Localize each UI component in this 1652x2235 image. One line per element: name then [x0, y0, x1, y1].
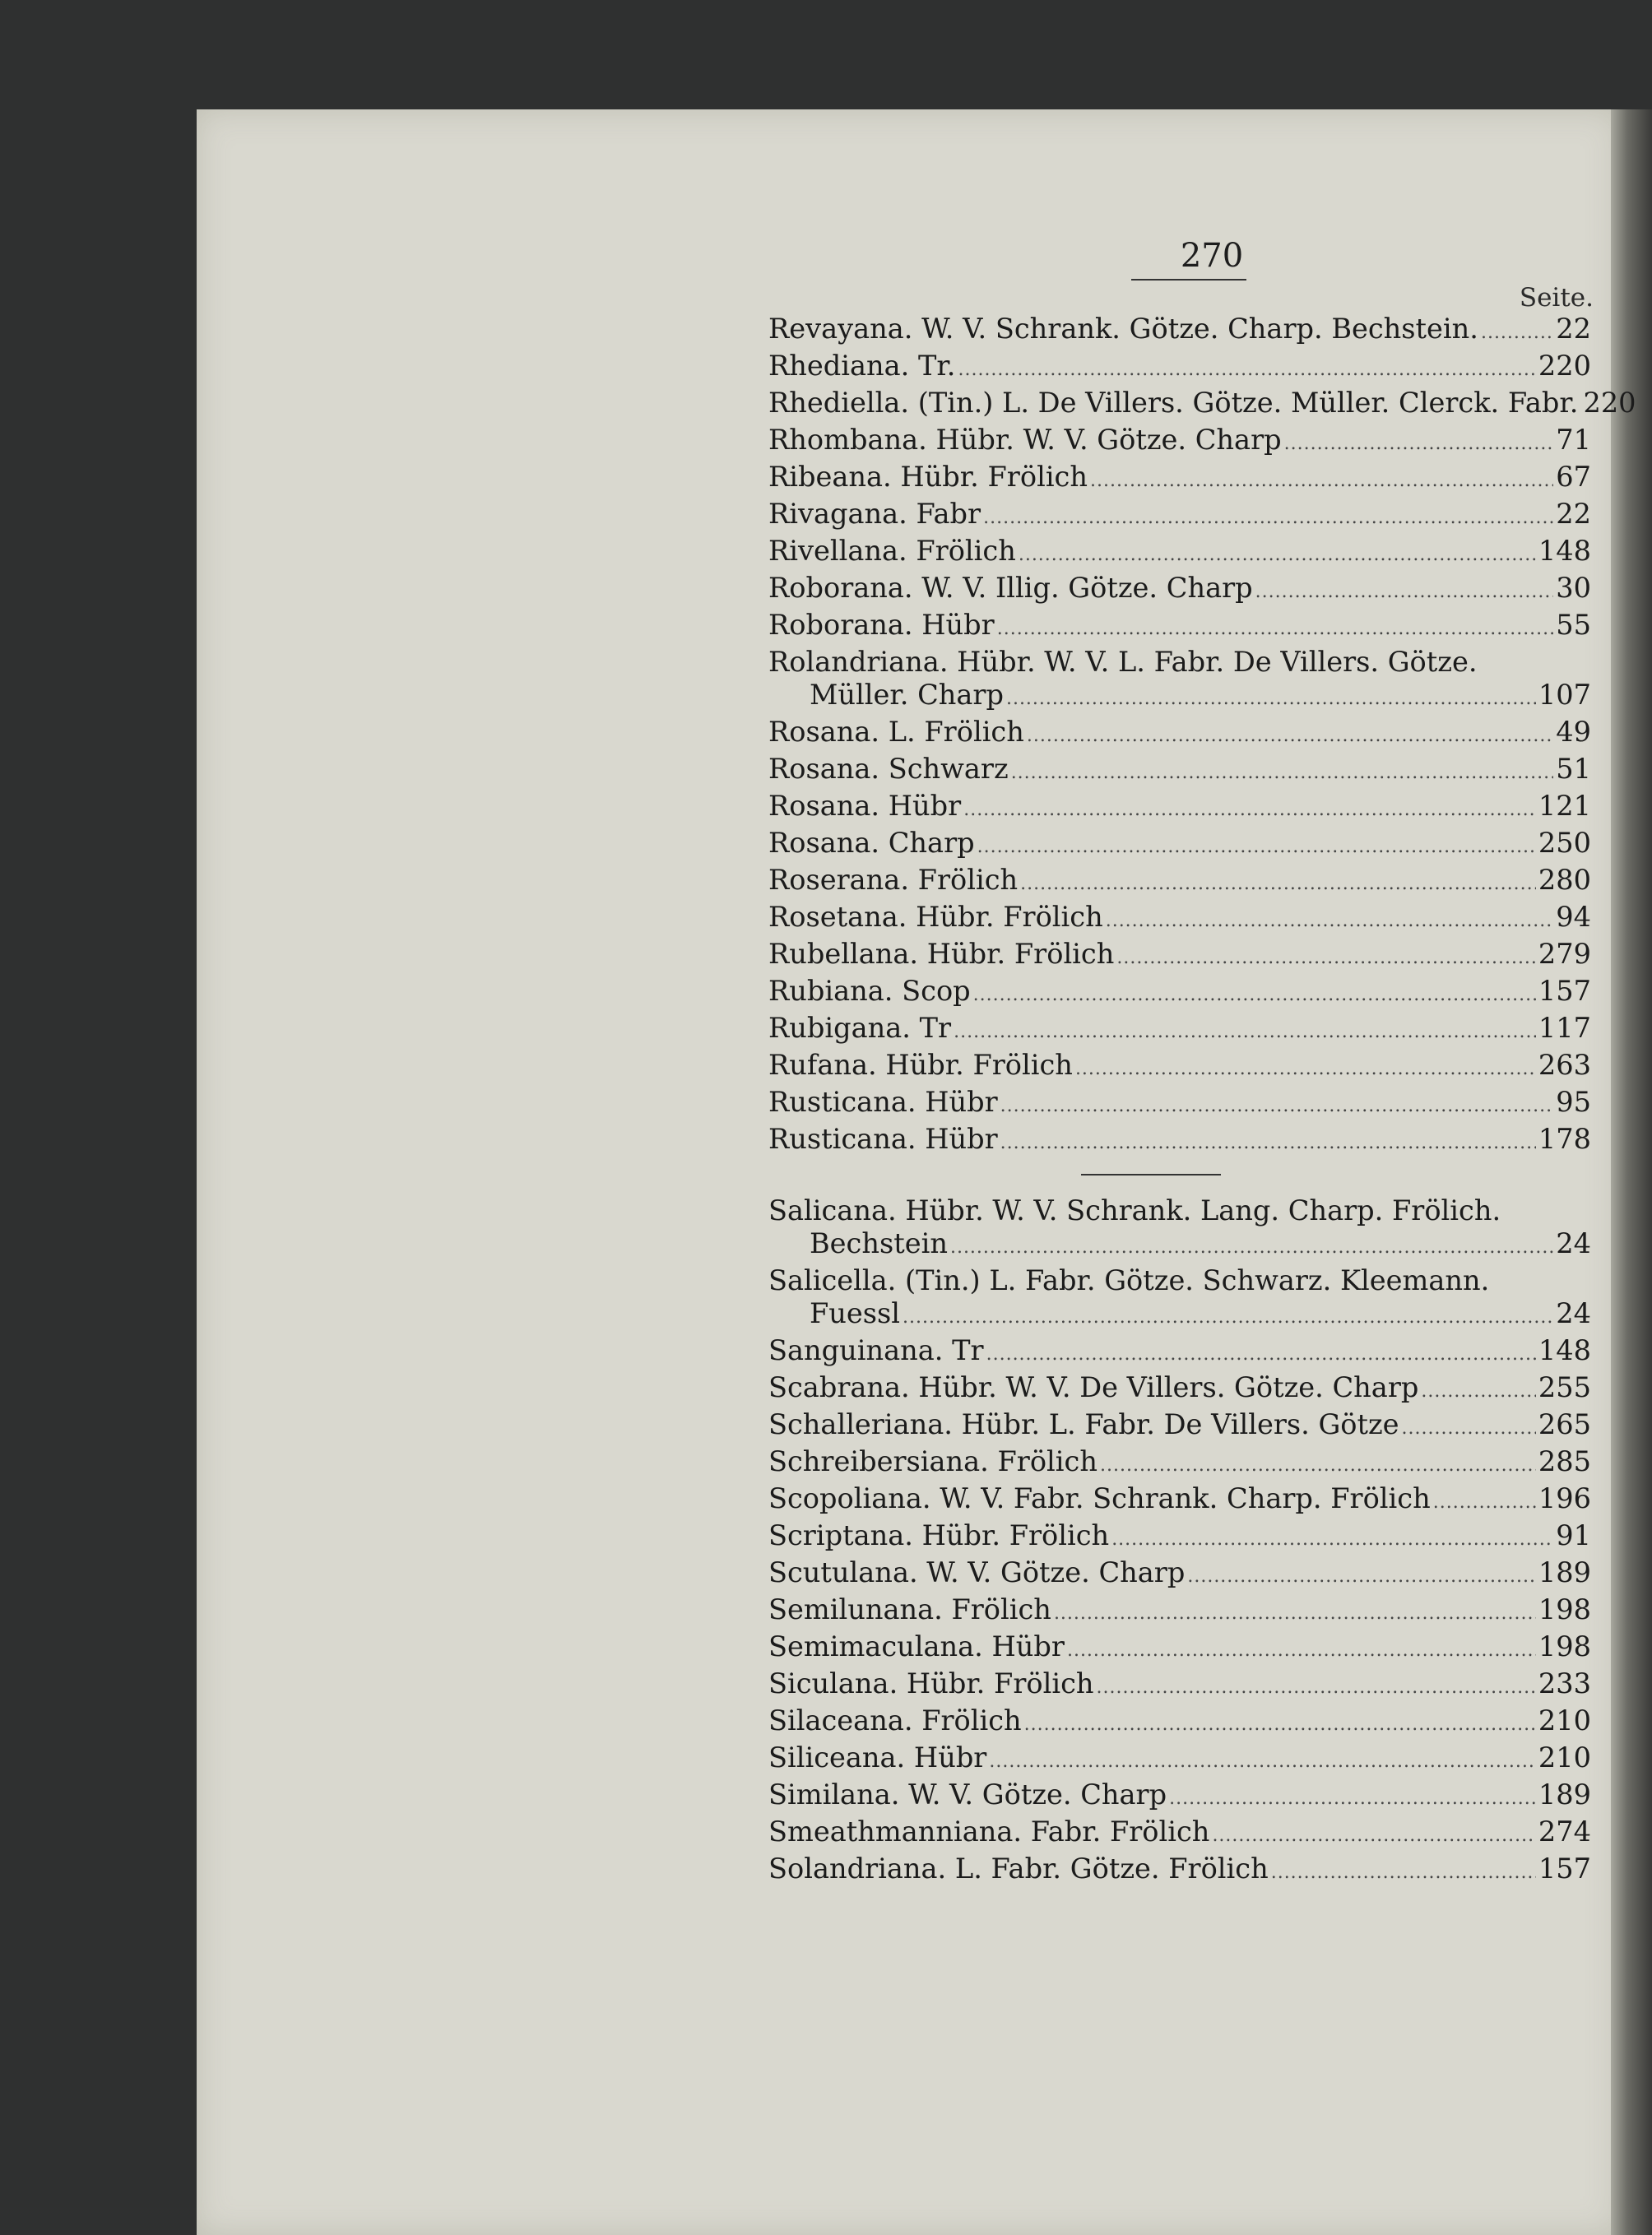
leader-dots — [958, 354, 1535, 387]
leader-dots — [1011, 757, 1554, 790]
entry-page: 24 — [1556, 1227, 1591, 1259]
leader-dots — [1271, 1857, 1536, 1890]
leader-dots — [1097, 1672, 1536, 1704]
index-entry — [768, 1123, 1591, 1160]
entry-page: 22 — [1556, 498, 1591, 530]
leader-dots — [1116, 942, 1536, 975]
entry-name: Silaceana. Frölich — [768, 1704, 1022, 1737]
entry-name: Semilunana. Frölich — [768, 1593, 1051, 1625]
column-header: Seite. — [1519, 283, 1594, 313]
leader-dots — [1111, 1523, 1553, 1556]
entry-page: 67 — [1556, 461, 1591, 493]
index-entry — [768, 716, 1591, 753]
leader-dots — [1075, 1053, 1536, 1086]
leader-dots — [1090, 465, 1553, 498]
entry-page: 55 — [1556, 609, 1591, 641]
entry-page: 94 — [1556, 901, 1591, 933]
section-divider — [1081, 1174, 1221, 1175]
index-entry — [768, 975, 1591, 1012]
entry-page: 117 — [1538, 1012, 1591, 1044]
leader-dots — [973, 979, 1536, 1012]
entry-page: 280 — [1538, 864, 1591, 896]
leader-dots — [1212, 1820, 1535, 1852]
entry-page: 91 — [1556, 1519, 1591, 1551]
entry-name: Rhombana. Hübr. W. V. Götze. Charp — [768, 424, 1282, 456]
index-entry — [768, 1012, 1591, 1049]
leader-dots — [1006, 683, 1536, 716]
index-entry — [768, 1334, 1591, 1371]
index-entry — [768, 1297, 1591, 1334]
header-rule — [1131, 279, 1246, 281]
index-entry — [768, 753, 1591, 790]
entry-page: 24 — [1556, 1297, 1591, 1329]
index-entry — [768, 1778, 1591, 1815]
entry-name: Schalleriana. Hübr. L. Fabr. De Villers. Götze — [768, 1408, 1399, 1440]
entry-name: Rivagana. Fabr — [768, 498, 981, 530]
leader-dots — [1169, 1783, 1536, 1815]
index-entry — [768, 1227, 1591, 1264]
index-entry — [768, 461, 1591, 498]
index-entry — [768, 864, 1591, 901]
leader-dots — [1054, 1597, 1536, 1630]
entry-page: 178 — [1538, 1123, 1591, 1155]
entry-name: Rivellana. Frölich — [768, 535, 1016, 567]
index-entry — [768, 572, 1591, 609]
entry-name: Rosetana. Hübr. Frölich — [768, 901, 1103, 933]
leader-dots — [1019, 539, 1536, 572]
page-number: 270 — [1180, 237, 1244, 275]
entry-page: 220 — [1538, 350, 1591, 382]
entry-name: Sanguinana. Tr — [768, 1334, 984, 1366]
leader-dots — [954, 1016, 1536, 1049]
entry-name: Schreibersiana. Frölich — [768, 1445, 1097, 1477]
entry-continuation: Fuessl — [810, 1297, 900, 1329]
index-entry — [768, 938, 1591, 975]
entry-page: 255 — [1538, 1371, 1591, 1403]
entry-page: 49 — [1556, 716, 1591, 748]
entry-page: 148 — [1538, 535, 1591, 567]
entry-name: Siculana. Hübr. Frölich — [768, 1667, 1094, 1699]
leader-dots — [977, 831, 1536, 864]
index-list — [768, 313, 1636, 1890]
index-entry — [768, 1408, 1591, 1445]
entry-name: Roserana. Frölich — [768, 864, 1019, 896]
entry-page: 30 — [1556, 572, 1591, 604]
entry-page: 220 — [1583, 387, 1636, 419]
index-entry — [768, 609, 1591, 646]
entry-page: 196 — [1538, 1482, 1591, 1514]
index-entry — [768, 387, 1636, 424]
leader-dots — [1067, 1635, 1536, 1667]
leader-dots — [1106, 905, 1554, 938]
index-entry — [768, 1667, 1591, 1704]
leader-dots — [1421, 1375, 1536, 1408]
entry-page: 285 — [1538, 1445, 1591, 1477]
leader-dots — [1027, 720, 1553, 753]
index-entry — [768, 1704, 1591, 1741]
index-entry-line: Salicella. (Tin.) L. Fabr. Götze. Schwarz. Kleemann. — [768, 1264, 1490, 1296]
entry-page: 198 — [1538, 1630, 1591, 1662]
entry-name: Solandriana. L. Fabr. Götze. Frölich — [768, 1852, 1269, 1885]
leader-dots — [903, 1301, 1553, 1334]
entry-page: 274 — [1538, 1815, 1591, 1848]
index-entry — [768, 498, 1591, 535]
entry-name: Ribeana. Hübr. Frölich — [768, 461, 1088, 493]
index-entry — [768, 1086, 1591, 1123]
index-entry — [768, 790, 1591, 827]
index-entry — [768, 1445, 1591, 1482]
leader-dots — [1255, 576, 1554, 609]
entry-name: Revayana. W. V. Schrank. Götze. Charp. Bechstein. — [768, 313, 1478, 345]
index-entry — [768, 1049, 1591, 1086]
entry-name: Rubigana. Tr — [768, 1012, 952, 1044]
entry-page: 71 — [1556, 424, 1591, 456]
leader-dots — [983, 502, 1553, 535]
index-entry-line: Salicana. Hübr. W. V. Schrank. Lang. Charp. Frölich. — [768, 1194, 1501, 1226]
entry-name: Scutulana. W. V. Götze. Charp — [768, 1556, 1186, 1588]
index-entry — [768, 1852, 1591, 1890]
index-entry — [768, 350, 1591, 387]
entry-page: 233 — [1538, 1667, 1591, 1699]
leader-dots — [997, 613, 1554, 646]
leader-dots — [1100, 1449, 1536, 1482]
index-entry — [768, 1741, 1591, 1778]
entry-name: Roborana. Hübr — [768, 609, 995, 641]
entry-page: 210 — [1538, 1704, 1591, 1737]
entry-name: Semimaculana. Hübr — [768, 1630, 1065, 1662]
entry-name: Rubiana. Scop — [768, 975, 971, 1007]
index-entry-line: Rolandriana. Hübr. W. V. L. Fabr. De Villers. Götze. — [768, 646, 1478, 678]
index-entry — [768, 901, 1591, 938]
entry-page: 22 — [1556, 313, 1591, 345]
index-entry — [768, 1371, 1591, 1408]
leader-dots — [1000, 1127, 1536, 1160]
index-entry — [768, 1593, 1591, 1630]
leader-dots — [1284, 428, 1554, 461]
entry-page: 189 — [1538, 1556, 1591, 1588]
entry-name: Rosana. Schwarz — [768, 753, 1009, 785]
entry-page: 279 — [1538, 938, 1591, 970]
leader-dots — [963, 794, 1536, 827]
index-entry — [768, 424, 1591, 461]
entry-name: Rusticana. Hübr — [768, 1086, 998, 1118]
leader-dots — [1000, 1090, 1554, 1123]
entry-name: Rusticana. Hübr — [768, 1123, 998, 1155]
leader-dots — [1187, 1560, 1536, 1593]
index-entry — [768, 1556, 1591, 1593]
leader-dots — [950, 1231, 1553, 1264]
index-entry — [768, 1482, 1591, 1519]
entry-name: Rosana. Hübr — [768, 790, 962, 822]
entry-page: 265 — [1538, 1408, 1591, 1440]
index-entry — [768, 827, 1591, 864]
entry-continuation: Müller. Charp — [810, 679, 1004, 711]
entry-page: 210 — [1538, 1741, 1591, 1774]
entry-name: Scabrana. Hübr. W. V. De Villers. Götze. Charp — [768, 1371, 1419, 1403]
index-entry — [768, 313, 1591, 350]
entry-page: 95 — [1556, 1086, 1591, 1118]
entry-page: 148 — [1538, 1334, 1591, 1366]
entry-page: 121 — [1538, 790, 1591, 822]
leader-dots — [1433, 1486, 1536, 1519]
index-entry — [768, 679, 1591, 716]
entry-page: 107 — [1538, 679, 1591, 711]
entry-name: Scriptana. Hübr. Frölich — [768, 1519, 1110, 1551]
index-entry — [768, 1519, 1591, 1556]
leader-dots — [1020, 868, 1536, 901]
entry-name: Roborana. W. V. Illig. Götze. Charp — [768, 572, 1253, 604]
leader-dots — [986, 1338, 1536, 1371]
entry-name: Rosana. L. Frölich — [768, 716, 1024, 748]
entry-name: Rufana. Hübr. Frölich — [768, 1049, 1073, 1081]
leader-dots — [1481, 317, 1553, 350]
leader-dots — [989, 1746, 1536, 1778]
entry-page: 198 — [1538, 1593, 1591, 1625]
entry-name: Similana. W. V. Götze. Charp — [768, 1778, 1167, 1811]
entry-page: 51 — [1556, 753, 1591, 785]
entry-continuation: Bechstein — [810, 1227, 948, 1259]
index-entry — [768, 1815, 1591, 1852]
entry-name: Rhediella. (Tin.) L. De Villers. Götze. Müller. Clerck. Fabr. — [768, 387, 1579, 419]
leader-dots — [1402, 1412, 1536, 1445]
entry-name: Rosana. Charp — [768, 827, 975, 859]
leader-dots — [1024, 1709, 1536, 1741]
entry-page: 157 — [1538, 975, 1591, 1007]
entry-page: 157 — [1538, 1852, 1591, 1885]
entry-page: 189 — [1538, 1778, 1591, 1811]
index-entry — [768, 1630, 1591, 1667]
entry-name: Scopoliana. W. V. Fabr. Schrank. Charp. Frölich — [768, 1482, 1431, 1514]
entry-name: Siliceana. Hübr — [768, 1741, 987, 1774]
section-s — [768, 1194, 1591, 1890]
index-entry — [768, 535, 1591, 572]
entry-page: 263 — [1538, 1049, 1591, 1081]
entry-page: 250 — [1538, 827, 1591, 859]
entry-name: Rhediana. Tr. — [768, 350, 956, 382]
entry-name: Rubellana. Hübr. Frölich — [768, 938, 1115, 970]
page-edge — [1611, 109, 1652, 2235]
entry-name: Smeathmanniana. Fabr. Frölich — [768, 1815, 1210, 1848]
section-r — [768, 313, 1636, 1160]
